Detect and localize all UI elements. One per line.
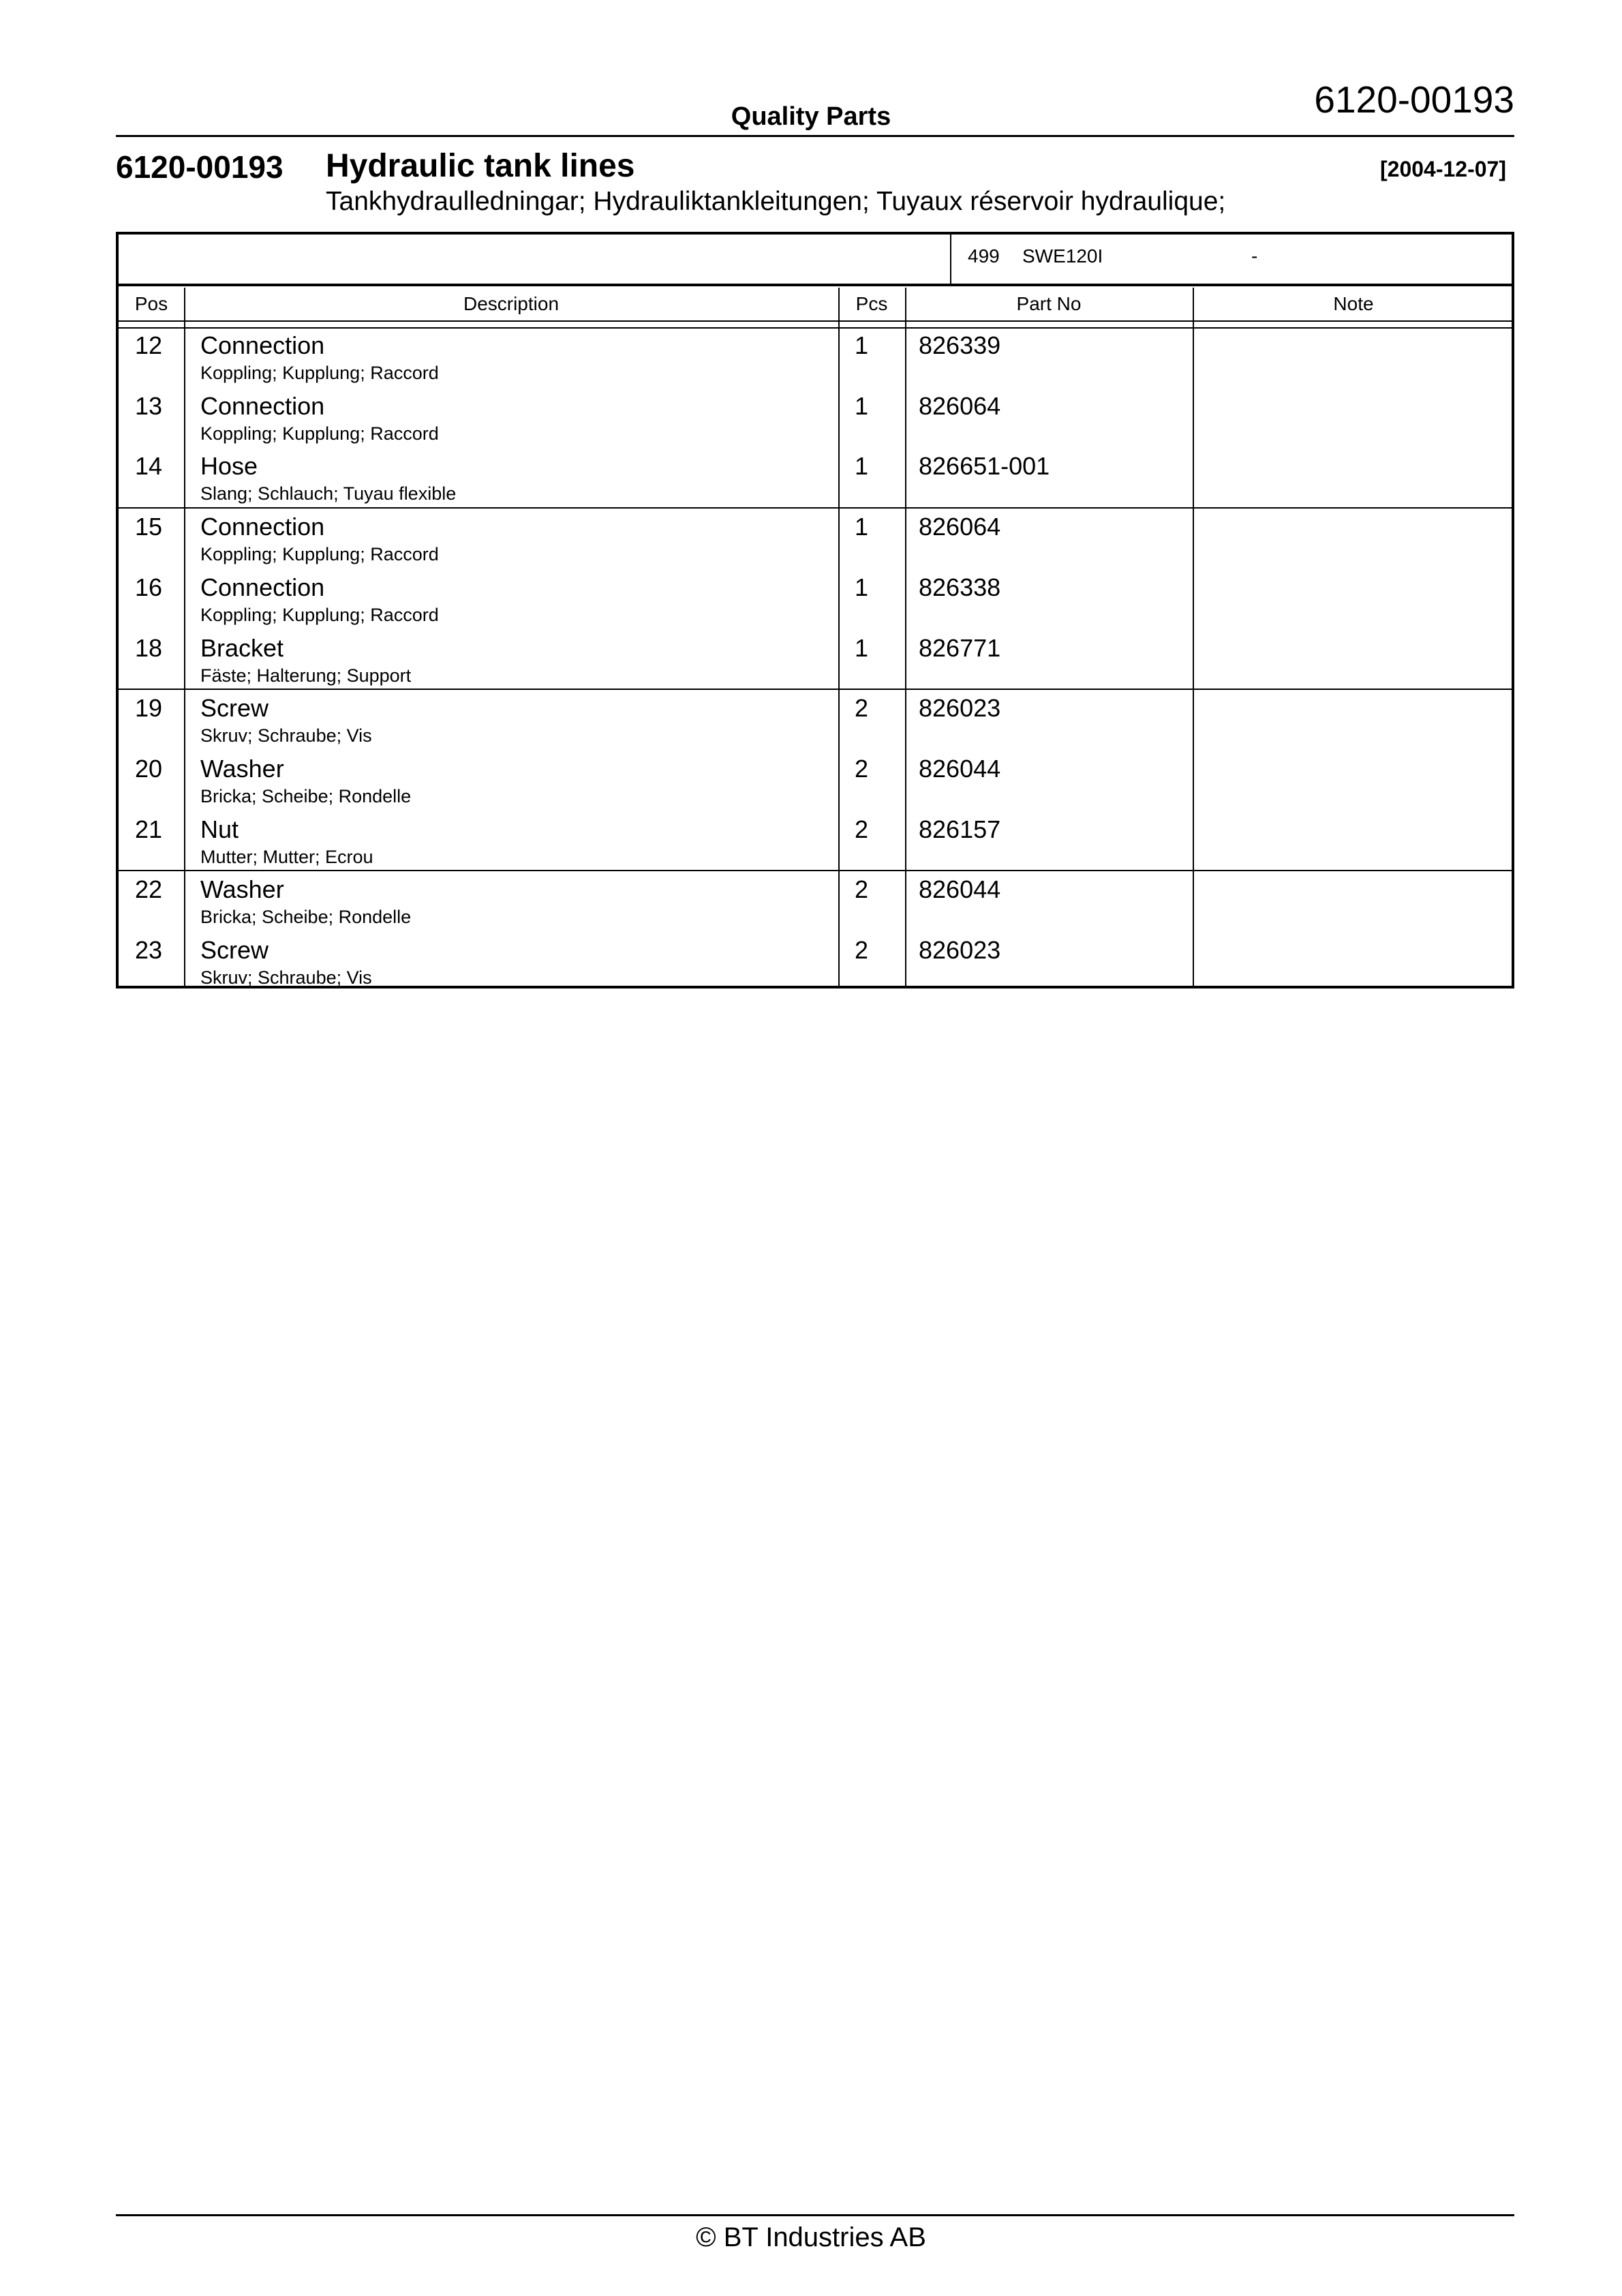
- model-name: SWE120I: [1022, 245, 1103, 267]
- row-translations: Mutter; Mutter; Ecrou: [200, 847, 373, 867]
- row-translations: Skruv; Schraube; Vis: [200, 967, 372, 988]
- row-translations: Slang; Schlauch; Tuyau flexible: [200, 483, 457, 504]
- row-translations: Skruv; Schraube; Vis: [200, 725, 372, 746]
- row-part-no: 826064: [919, 392, 1001, 420]
- row-description: Washer: [200, 875, 284, 903]
- row-description: Screw: [200, 936, 269, 964]
- row-translations: Koppling; Kupplung; Raccord: [200, 423, 439, 444]
- doc-number: 6120-00193: [116, 149, 284, 185]
- row-part-no: 826064: [919, 513, 1001, 541]
- page-title: Hydraulic tank lines: [326, 148, 635, 184]
- doc-number-top: 6120-00193: [1314, 78, 1514, 121]
- row-part-no: 826044: [919, 755, 1001, 783]
- row-translations: Bricka; Scheibe; Rondelle: [200, 907, 412, 927]
- row-description: Screw: [200, 694, 269, 722]
- model-cell: [950, 235, 1514, 284]
- row-translations: Koppling; Kupplung; Raccord: [200, 363, 439, 383]
- row-pos: 18: [135, 634, 163, 662]
- row-translations: Koppling; Kupplung; Raccord: [200, 544, 439, 564]
- section-title: Quality Parts: [731, 102, 891, 131]
- row-pcs: 2: [855, 815, 869, 843]
- model-row: [119, 235, 1512, 286]
- footer-divider: [116, 2214, 1514, 2216]
- row-pos: 16: [135, 573, 163, 601]
- row-translations: Fäste; Halterung; Support: [200, 665, 412, 686]
- row-translations: Koppling; Kupplung; Raccord: [200, 605, 439, 625]
- table-row: [119, 936, 1512, 996]
- row-pcs: 1: [855, 392, 869, 420]
- row-pcs: 2: [855, 936, 869, 964]
- row-pos: 20: [135, 755, 163, 783]
- model-code: 499: [968, 245, 1000, 267]
- header-divider: [116, 135, 1514, 137]
- row-part-no: 826651-001: [919, 452, 1050, 480]
- row-pos: 23: [135, 936, 163, 964]
- model-range: -: [1251, 245, 1258, 267]
- table-row: [119, 513, 1512, 573]
- row-pcs: 1: [855, 573, 869, 601]
- row-description: Connection: [200, 573, 325, 601]
- table-row: [119, 755, 1512, 815]
- row-pos: 14: [135, 452, 163, 480]
- row-part-no: 826044: [919, 875, 1001, 903]
- row-pos: 21: [135, 815, 163, 843]
- row-part-no: 826339: [919, 331, 1001, 359]
- row-translations: Bricka; Scheibe; Rondelle: [200, 786, 412, 806]
- parts-table: [116, 232, 1514, 988]
- row-pcs: 1: [855, 331, 869, 359]
- table-row: [119, 392, 1512, 452]
- row-pos: 22: [135, 875, 163, 903]
- row-description: Washer: [200, 755, 284, 783]
- column-header-part-no: Part No: [1016, 293, 1082, 314]
- column-header-pos: Pos: [134, 293, 168, 314]
- footer-copyright: © BT Industries AB: [696, 2222, 926, 2252]
- table-row: [119, 875, 1512, 935]
- row-pos: 19: [135, 694, 163, 722]
- row-description: Bracket: [200, 634, 284, 662]
- row-description: Hose: [200, 452, 258, 480]
- row-description: Connection: [200, 392, 325, 420]
- row-pos: 12: [135, 331, 163, 359]
- header-rule: [119, 320, 1512, 322]
- row-description: Connection: [200, 331, 325, 359]
- row-pcs: 2: [855, 755, 869, 783]
- column-header-description: Description: [463, 293, 560, 314]
- table-row: [119, 634, 1512, 694]
- table-row: [119, 452, 1512, 512]
- row-pcs: 1: [855, 452, 869, 480]
- row-part-no: 826157: [919, 815, 1001, 843]
- row-pos: 15: [135, 513, 163, 541]
- column-header-pcs: Pcs: [855, 293, 888, 314]
- row-description: Connection: [200, 513, 325, 541]
- row-pcs: 2: [855, 875, 869, 903]
- row-pcs: 1: [855, 634, 869, 662]
- doc-subtitle: Tankhydraulledningar; Hydrauliktankleitungen; Tuyaux réservoir hydraulique;: [326, 187, 1226, 216]
- table-row: [119, 573, 1512, 633]
- doc-date: [2004-12-07]: [1380, 157, 1506, 181]
- row-pcs: 2: [855, 694, 869, 722]
- row-description: Nut: [200, 815, 239, 843]
- table-header: [119, 289, 1512, 316]
- row-part-no: 826023: [919, 936, 1001, 964]
- row-part-no: 826338: [919, 573, 1001, 601]
- row-pcs: 1: [855, 513, 869, 541]
- row-part-no: 826023: [919, 694, 1001, 722]
- row-part-no: 826771: [919, 634, 1001, 662]
- header-rule: [119, 327, 1512, 329]
- table-row: [119, 331, 1512, 391]
- row-pos: 13: [135, 392, 163, 420]
- table-row: [119, 815, 1512, 875]
- column-header-note: Note: [1333, 293, 1374, 314]
- table-row: [119, 694, 1512, 754]
